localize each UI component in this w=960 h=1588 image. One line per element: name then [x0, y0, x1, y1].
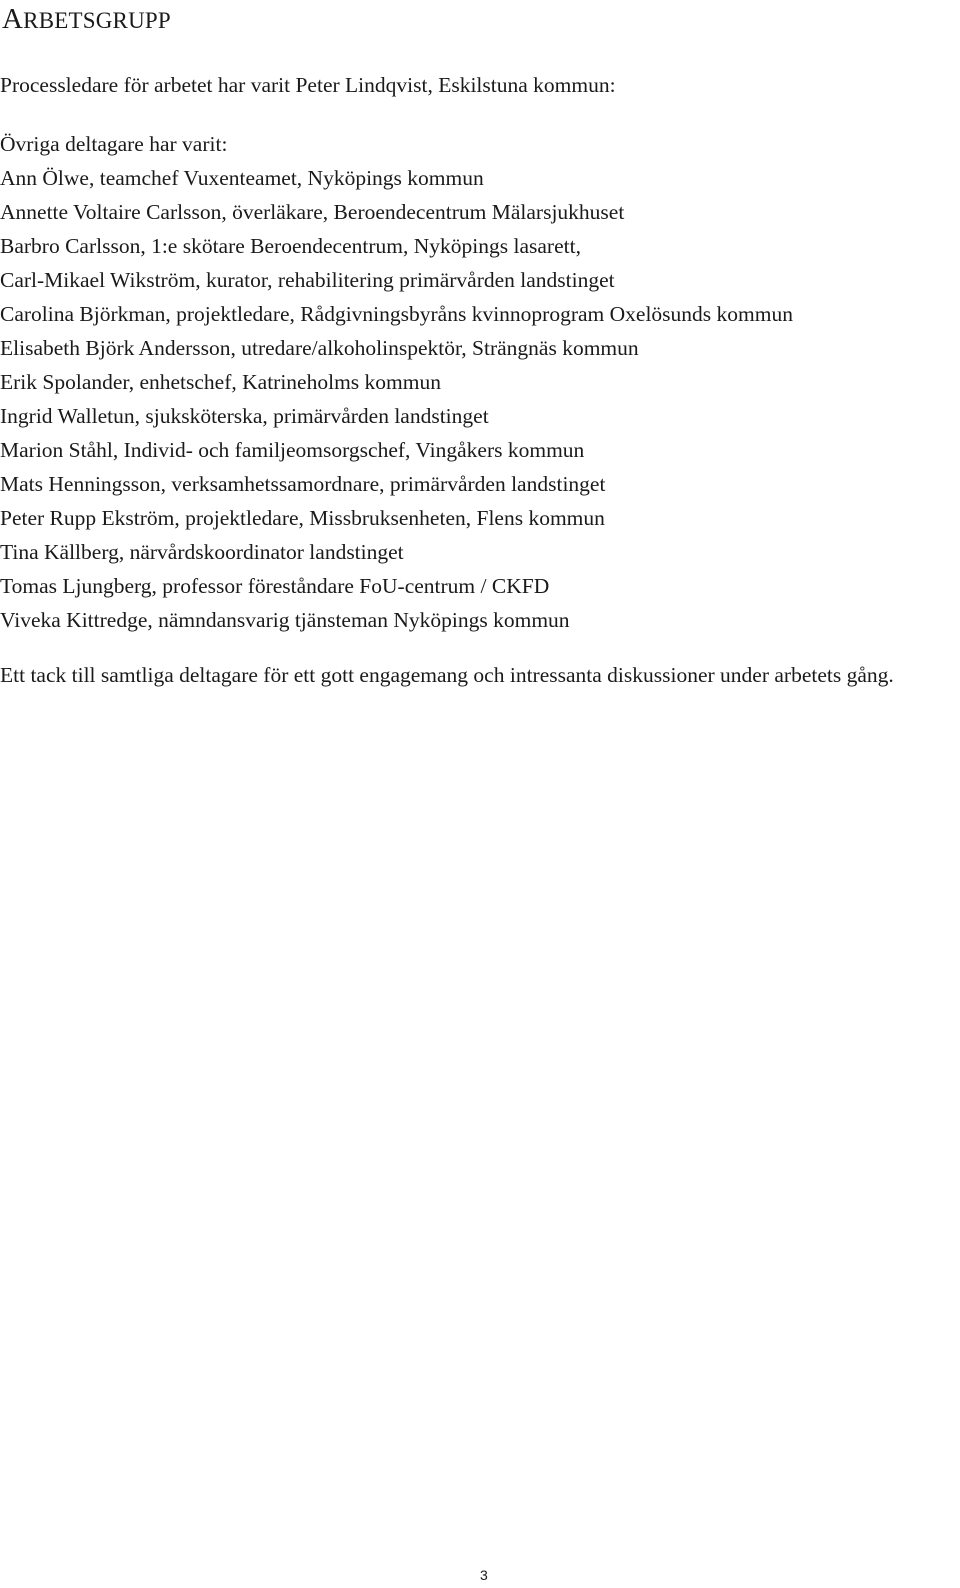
participant-item: Marion Ståhl, Individ- och familjeomsorgschef, Vingåkers kommun	[0, 438, 585, 462]
participant-item: Peter Rupp Ekström, projektledare, Missbruksenheten, Flens kommun	[0, 506, 605, 530]
participant-item: Carolina Björkman, projektledare, Rådgivningsbyråns kvinnoprogram Oxelösunds kommun	[0, 302, 793, 326]
participant-item: Ingrid Walletun, sjuksköterska, primärvården landstinget	[0, 404, 489, 428]
participants-intro: Övriga deltagare har varit:	[0, 132, 228, 156]
page-title	[2, 2, 171, 38]
page-number: 3	[480, 1567, 488, 1583]
participants-list	[0, 127, 793, 637]
participant-item: Ann Ölwe, teamchef Vuxenteamet, Nyköpings kommun	[0, 166, 484, 190]
participant-item: Tomas Ljungberg, professor föreståndare FoU-centrum / CKFD	[0, 574, 550, 598]
thanks-paragraph: Ett tack till samtliga deltagare för ett gott engagemang och intressanta diskussioner under arbetets gång.	[0, 663, 894, 687]
participant-item: Erik Spolander, enhetschef, Katrineholms kommun	[0, 370, 441, 394]
participant-item: Viveka Kittredge, nämndansvarig tjänsteman Nyköpings kommun	[0, 608, 570, 632]
participant-item: Barbro Carlsson, 1:e skötare Beroendecentrum, Nyköpings lasarett,	[0, 234, 581, 258]
title-rest: RBETSGRUPP	[23, 8, 171, 33]
participant-item: Elisabeth Björk Andersson, utredare/alkoholinspektör, Strängnäs kommun	[0, 336, 639, 360]
title-initial: A	[2, 3, 24, 35]
participant-item: Annette Voltaire Carlsson, överläkare, Beroendecentrum Mälarsjukhuset	[0, 200, 625, 224]
participant-item: Carl-Mikael Wikström, kurator, rehabilitering primärvården landstinget	[0, 268, 615, 292]
process-leader-text: Processledare för arbetet har varit Peter Lindqvist, Eskilstuna kommun:	[0, 73, 616, 97]
participant-item: Tina Källberg, närvårdskoordinator landstinget	[0, 540, 404, 564]
participant-item: Mats Henningsson, verksamhetssamordnare, primärvården landstinget	[0, 472, 606, 496]
